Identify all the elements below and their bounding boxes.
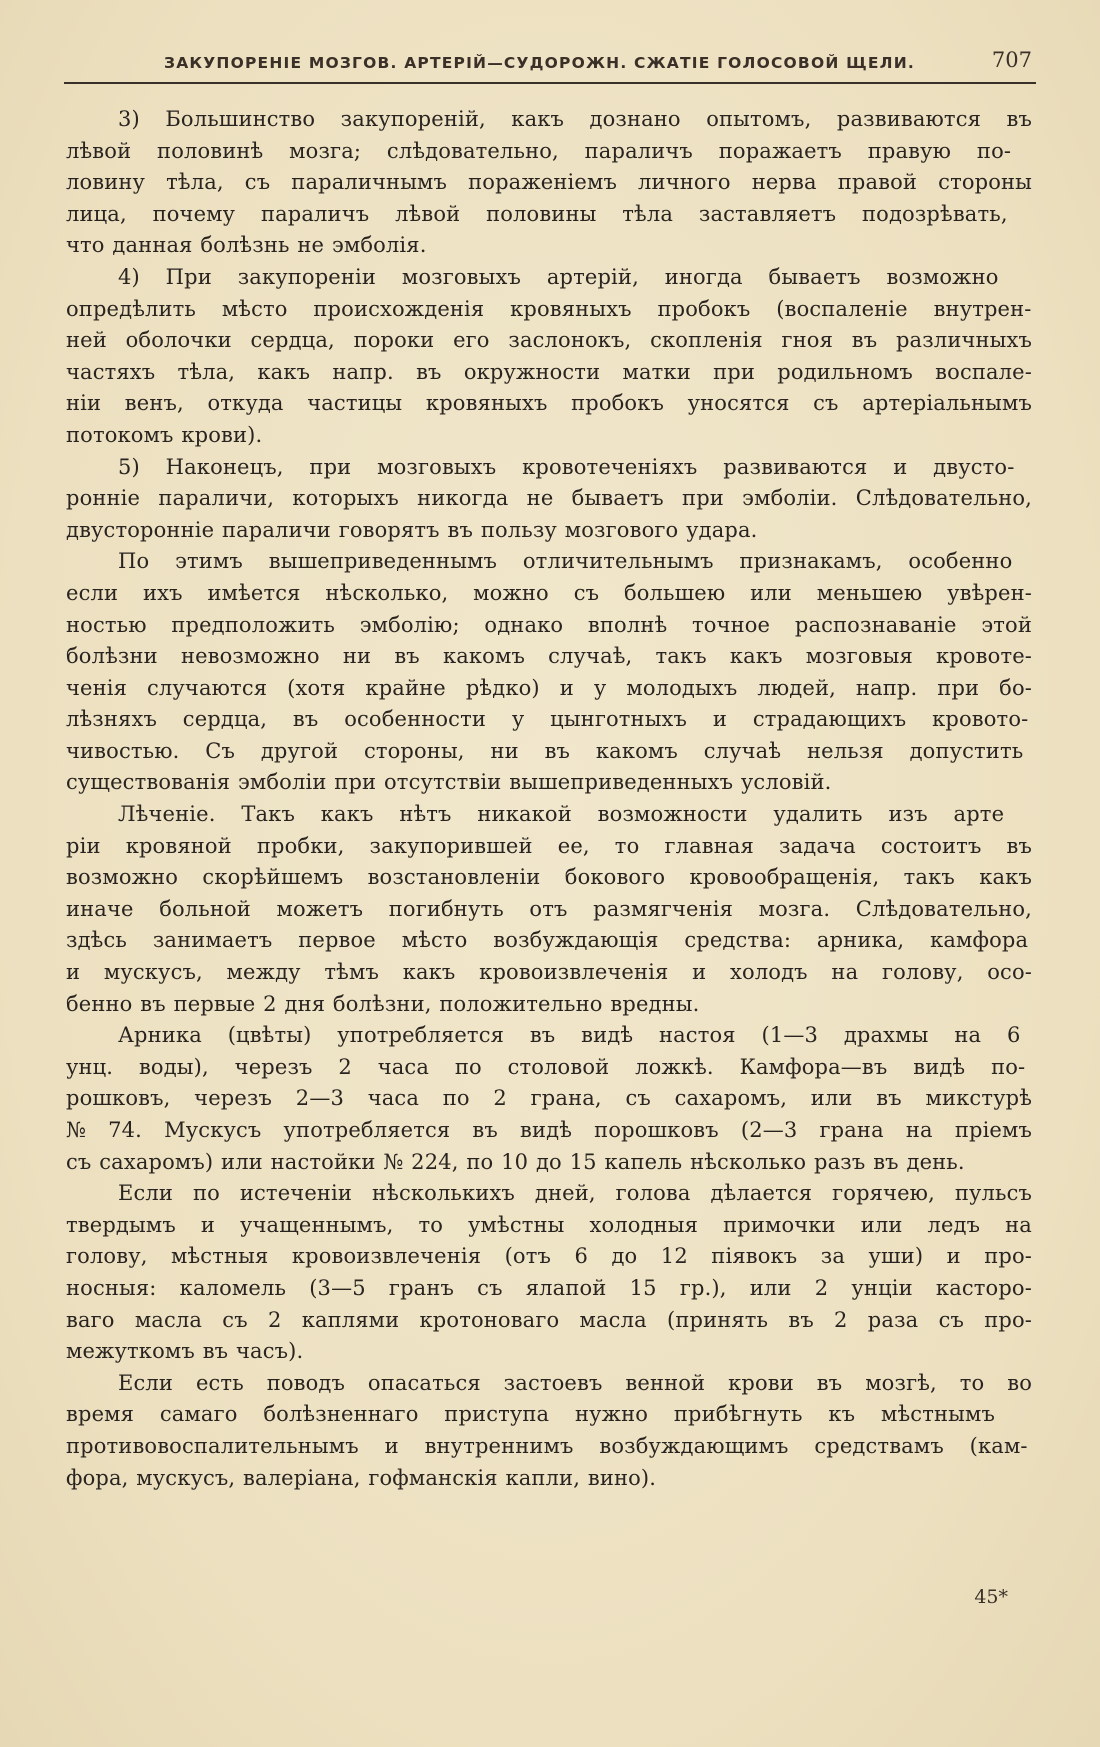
text-line: 5) Наконецъ, при мозговыхъ кровотеченіяхъ развиваются и двусто- xyxy=(118,454,1015,479)
text-line: двусторонніе параличи говорятъ въ пользу мозгового удара. xyxy=(66,517,758,542)
text-line: бенно въ первые 2 дня болѣзни, положительно вредны. xyxy=(66,991,700,1016)
text-line: ловину тѣла, съ параличнымъ пораженіемъ личного нерва правой стороны xyxy=(66,170,1032,195)
text-line: ченія случаются (хотя крайне рѣдко) и у молодыхъ людей, напр. при бо- xyxy=(66,675,1032,700)
text-line: что данная болѣзнь не эмболія. xyxy=(66,233,427,258)
text-line: 3) Большинство закупореній, какъ дознано опытомъ, развиваются въ xyxy=(118,107,1032,131)
text-line: болѣзни невозможно ни въ какомъ случаѣ, такъ какъ мозговыя кровоте- xyxy=(66,644,1032,669)
text-line: существованія эмболіи при отсутствіи вышеприведенныхъ условій. xyxy=(66,770,832,795)
text-line: здѣсь занимаетъ первое мѣсто возбуждающія средства: арника, камфора xyxy=(66,928,1029,953)
text-line: ріи кровяной пробки, закупорившей ее, то главная задача состоитъ въ xyxy=(66,833,1032,858)
text-line: опредѣлить мѣсто происхожденія кровяныхъ пробокъ (воспаленіе внутрен- xyxy=(66,296,1032,321)
text-line: По этимъ вышеприведеннымъ отличительнымъ признакамъ, особенно xyxy=(118,549,1013,574)
text-line: съ сахаромъ) или настойки № 224, по 10 до 15 капель нѣсколько разъ въ день. xyxy=(66,1149,965,1174)
text-line: ніи венъ, откуда частицы кровяныхъ пробокъ уносятся съ артеріальнымъ xyxy=(66,391,1032,416)
text-line: возможно скорѣйшемъ возстановленіи бокового кровообращенія, такъ какъ xyxy=(66,865,1032,890)
text-line: Арника (цвѣты) употребляется въ видѣ настоя (1—3 драхмы на 6 xyxy=(118,1023,1021,1048)
text-line: иначе больной можетъ погибнуть отъ размягченія мозга. Слѣдовательно, xyxy=(66,896,1032,921)
text-line: твердымъ и учащеннымъ, то умѣстны холодныя примочки или ледъ на xyxy=(66,1212,1032,1237)
text-line: потокомъ крови). xyxy=(66,422,263,447)
text-line: чивостью. Съ другой стороны, ни въ какомъ случаѣ нельзя допустить xyxy=(66,738,1024,763)
text-line: Если по истеченіи нѣсколькихъ дней, голова дѣлается горячею, пульсъ xyxy=(118,1181,1032,1206)
page-number: 707 xyxy=(991,48,1032,72)
text-line: ваго масла съ 2 каплями кротоноваго масла (принять въ 2 раза съ про- xyxy=(66,1307,1032,1332)
text-line: и мускусъ, между тѣмъ какъ кровоизвлеченія и холодъ на голову, осо- xyxy=(66,960,1032,985)
text-line: унц. воды), черезъ 2 часа по столовой ложкѣ. Камфора—въ видѣ по- xyxy=(66,1054,1026,1079)
text-line: лѣзняхъ сердца, въ особенности у цынготныхъ и страдающихъ кровото- xyxy=(66,707,1029,732)
text-line: ностью предположить эмболію; однако вполнѣ точное распознаваніе этой xyxy=(66,612,1032,637)
running-title: ЗАКУПОРЕНІЕ МОЗГОВ. АРТЕРІЙ—СУДОРОЖН. СЖАТІЕ ГОЛОСОВОЙ ЩЕЛИ. xyxy=(164,54,915,72)
text-line: ронніе параличи, которыхъ никогда не бываетъ при эмболіи. Слѣдовательно, xyxy=(66,486,1032,511)
text-line: межуткомъ въ часъ). xyxy=(66,1339,304,1364)
text-line: № 74. Мускусъ употребляется въ видѣ порошковъ (2—3 грана на пріемъ xyxy=(66,1118,1032,1142)
text-line: если ихъ имѣется нѣсколько, можно съ большею или меньшею увѣрен- xyxy=(66,580,1032,605)
text-line: фора, мускусъ, валеріана, гофманскія капли, вино). xyxy=(66,1465,657,1490)
text-line: Если есть поводъ опасаться застоевъ венной крови въ мозгѣ, то во xyxy=(118,1370,1032,1395)
running-header xyxy=(64,48,1036,84)
text-line: частяхъ тѣла, какъ напр. въ окружности матки при родильномъ воспале- xyxy=(66,359,1032,384)
text-line: 4) При закупореніи мозговыхъ артерій, иногда бываетъ возможно xyxy=(118,264,999,289)
text-line: противовоспалительнымъ и внутреннимъ возбуждающимъ средствамъ (кам- xyxy=(66,1433,1028,1458)
text-line: Лѣченіе. Такъ какъ нѣтъ никакой возможности удалить изъ арте xyxy=(118,802,1005,827)
text-line: время самаго болѣзненнаго приступа нужно прибѣгнуть къ мѣстнымъ xyxy=(66,1402,995,1427)
text-line: рошковъ, черезъ 2—3 часа по 2 грана, съ сахаромъ, или въ микстурѣ xyxy=(66,1086,1032,1111)
text-line: голову, мѣстныя кровоизвлеченія (отъ 6 до 12 піявокъ за уши) и про- xyxy=(66,1244,1032,1269)
body-text xyxy=(66,104,1032,1494)
text-line: лѣвой половинѣ мозга; слѣдовательно, параличъ поражаетъ правую по- xyxy=(66,138,1012,163)
text-line: лица, почему параличъ лѣвой половины тѣла заставляетъ подозрѣвать, xyxy=(66,201,1008,226)
text-line: ней оболочки сердца, пороки его заслонокъ, скопленія гноя въ различныхъ xyxy=(66,328,1032,353)
text-line: носныя: каломель (3—5 гранъ съ ялапой 15 гр.), или 2 унціи касторо- xyxy=(66,1275,1032,1300)
signature-mark: 45* xyxy=(974,1586,1008,1608)
